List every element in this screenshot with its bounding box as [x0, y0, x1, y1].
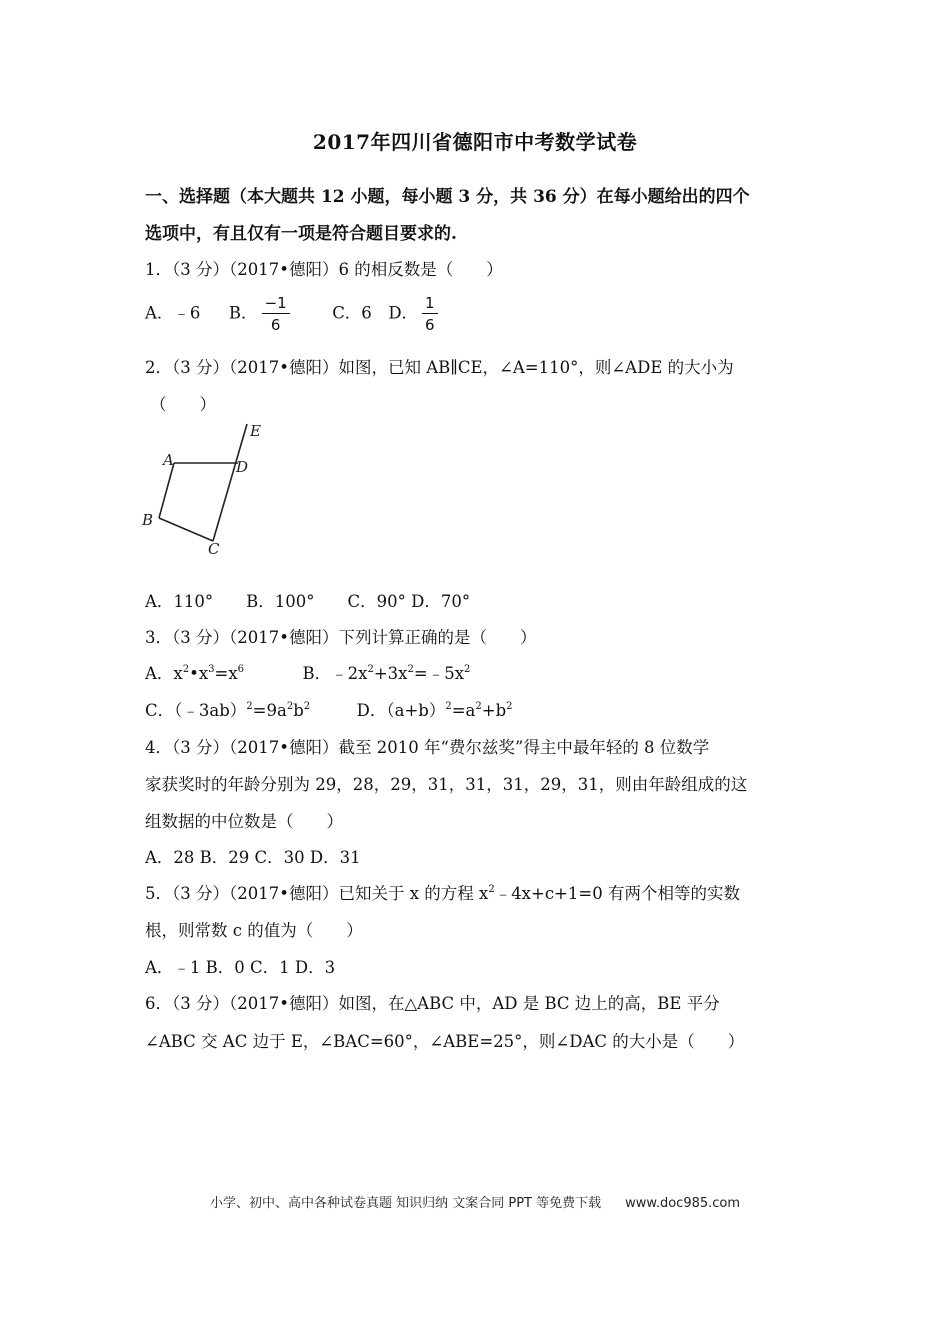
segment-bc — [159, 518, 213, 541]
q4-stem-line2: 家获奖时的年龄分别为 29，28，29，31，31，31，29，31，则由年龄组成的这 — [145, 775, 748, 794]
q3-options-cd — [145, 697, 513, 721]
line-ce — [213, 424, 247, 541]
q3-option-c: C．$(﹣3ab)^2=9a^2b^2$ — [145, 701, 311, 720]
q1-option-d-fraction — [422, 294, 438, 334]
q2-options: A．110° B．100° C．90° D．70° — [145, 592, 471, 611]
q1-option-d-label: D． — [388, 303, 419, 323]
q5-stem-line1: 5．（3 分）（2017•德阳）已知关于 x 的方程 $x^2﹣4x+c+1=0$ 有两个相等的实数 — [145, 884, 740, 903]
q1-d-denominator: 6 — [425, 316, 435, 334]
q1-b-denominator: 6 — [270, 316, 281, 334]
q1-option-b-fraction — [262, 294, 290, 334]
q3-option-b: B．$﹣2x^2+3x^2=﹣5x^2$ — [302, 664, 471, 683]
footer-url[interactable]: www.doc985.com — [625, 1196, 741, 1211]
q2-figure — [138, 420, 278, 560]
q2-stem-line1: 2．（3 分）（2017•德阳）如图，已知 AB∥CE，∠A=110°，则∠ADE 的大小为 — [145, 358, 734, 377]
q2-stem-line2: （ ） — [150, 395, 216, 414]
q1-option-c: C．6 — [332, 303, 372, 323]
q3-stem: 3．（3 分）（2017•德阳）下列计算正确的是（ ） — [145, 628, 537, 647]
label-e: E — [250, 422, 261, 440]
q3-option-d: D．$(a+b)^2=a^2+b^2$ — [356, 701, 513, 720]
q1-b-numerator: −1 — [262, 294, 290, 314]
footer-text: 小学、初中、高中各种试卷真题 知识归纳 文案合同 PPT 等免费下载 — [209, 1196, 602, 1211]
label-a: A — [163, 451, 174, 469]
q2-geometry-diagram — [138, 420, 278, 560]
q1-options — [145, 294, 442, 334]
q1-stem: 1．（3 分）（2017•德阳）6 的相反数是（ ） — [145, 260, 503, 279]
section-heading-line1: 一、选择题（本大题共 12 小题，每小题 3 分，共 36 分）在每小题给出的四个 — [145, 187, 750, 207]
page-footer — [0, 1192, 950, 1211]
q6-stem-line1: 6．（3 分）（2017•德阳）如图，在△ABC 中，AD 是 BC 边上的高，BE 平分 — [145, 994, 720, 1013]
q4-stem-line1: 4．（3 分）（2017•德阳）截至 2010 年“费尔兹奖”得主中最年轻的 8 位数学 — [145, 738, 710, 757]
label-c: C — [208, 540, 220, 558]
q1-option-a: A．﹣6 — [145, 303, 201, 323]
q5-stem-line2: 根，则常数 c 的值为（ ） — [145, 921, 363, 940]
segment-ab — [159, 463, 174, 518]
q4-options: A．28 B．29 C．30 D．31 — [145, 848, 361, 867]
q4-stem-line3: 组数据的中位数是（ ） — [145, 812, 343, 831]
section-heading-line2: 选项中，有且仅有一项是符合题目要求的. — [145, 224, 457, 244]
q1-option-b-label: B． — [228, 303, 258, 323]
page-title: 2017年四川省德阳市中考数学试卷 — [312, 130, 638, 154]
q1-d-numerator: 1 — [422, 294, 438, 314]
q6-stem-line2: ∠ABC 交 AC 边于 E，∠BAC=60°，∠ABE=25°，则∠DAC 的大小是（ ） — [145, 1032, 745, 1051]
q3-options-ab — [145, 660, 470, 684]
label-d: D — [236, 458, 249, 476]
q3-option-a: A．$x^2•x^3=x^6$ — [145, 664, 245, 683]
q5-options: A．﹣1 B．0 C．1 D．3 — [145, 958, 336, 977]
label-b: B — [142, 511, 154, 529]
